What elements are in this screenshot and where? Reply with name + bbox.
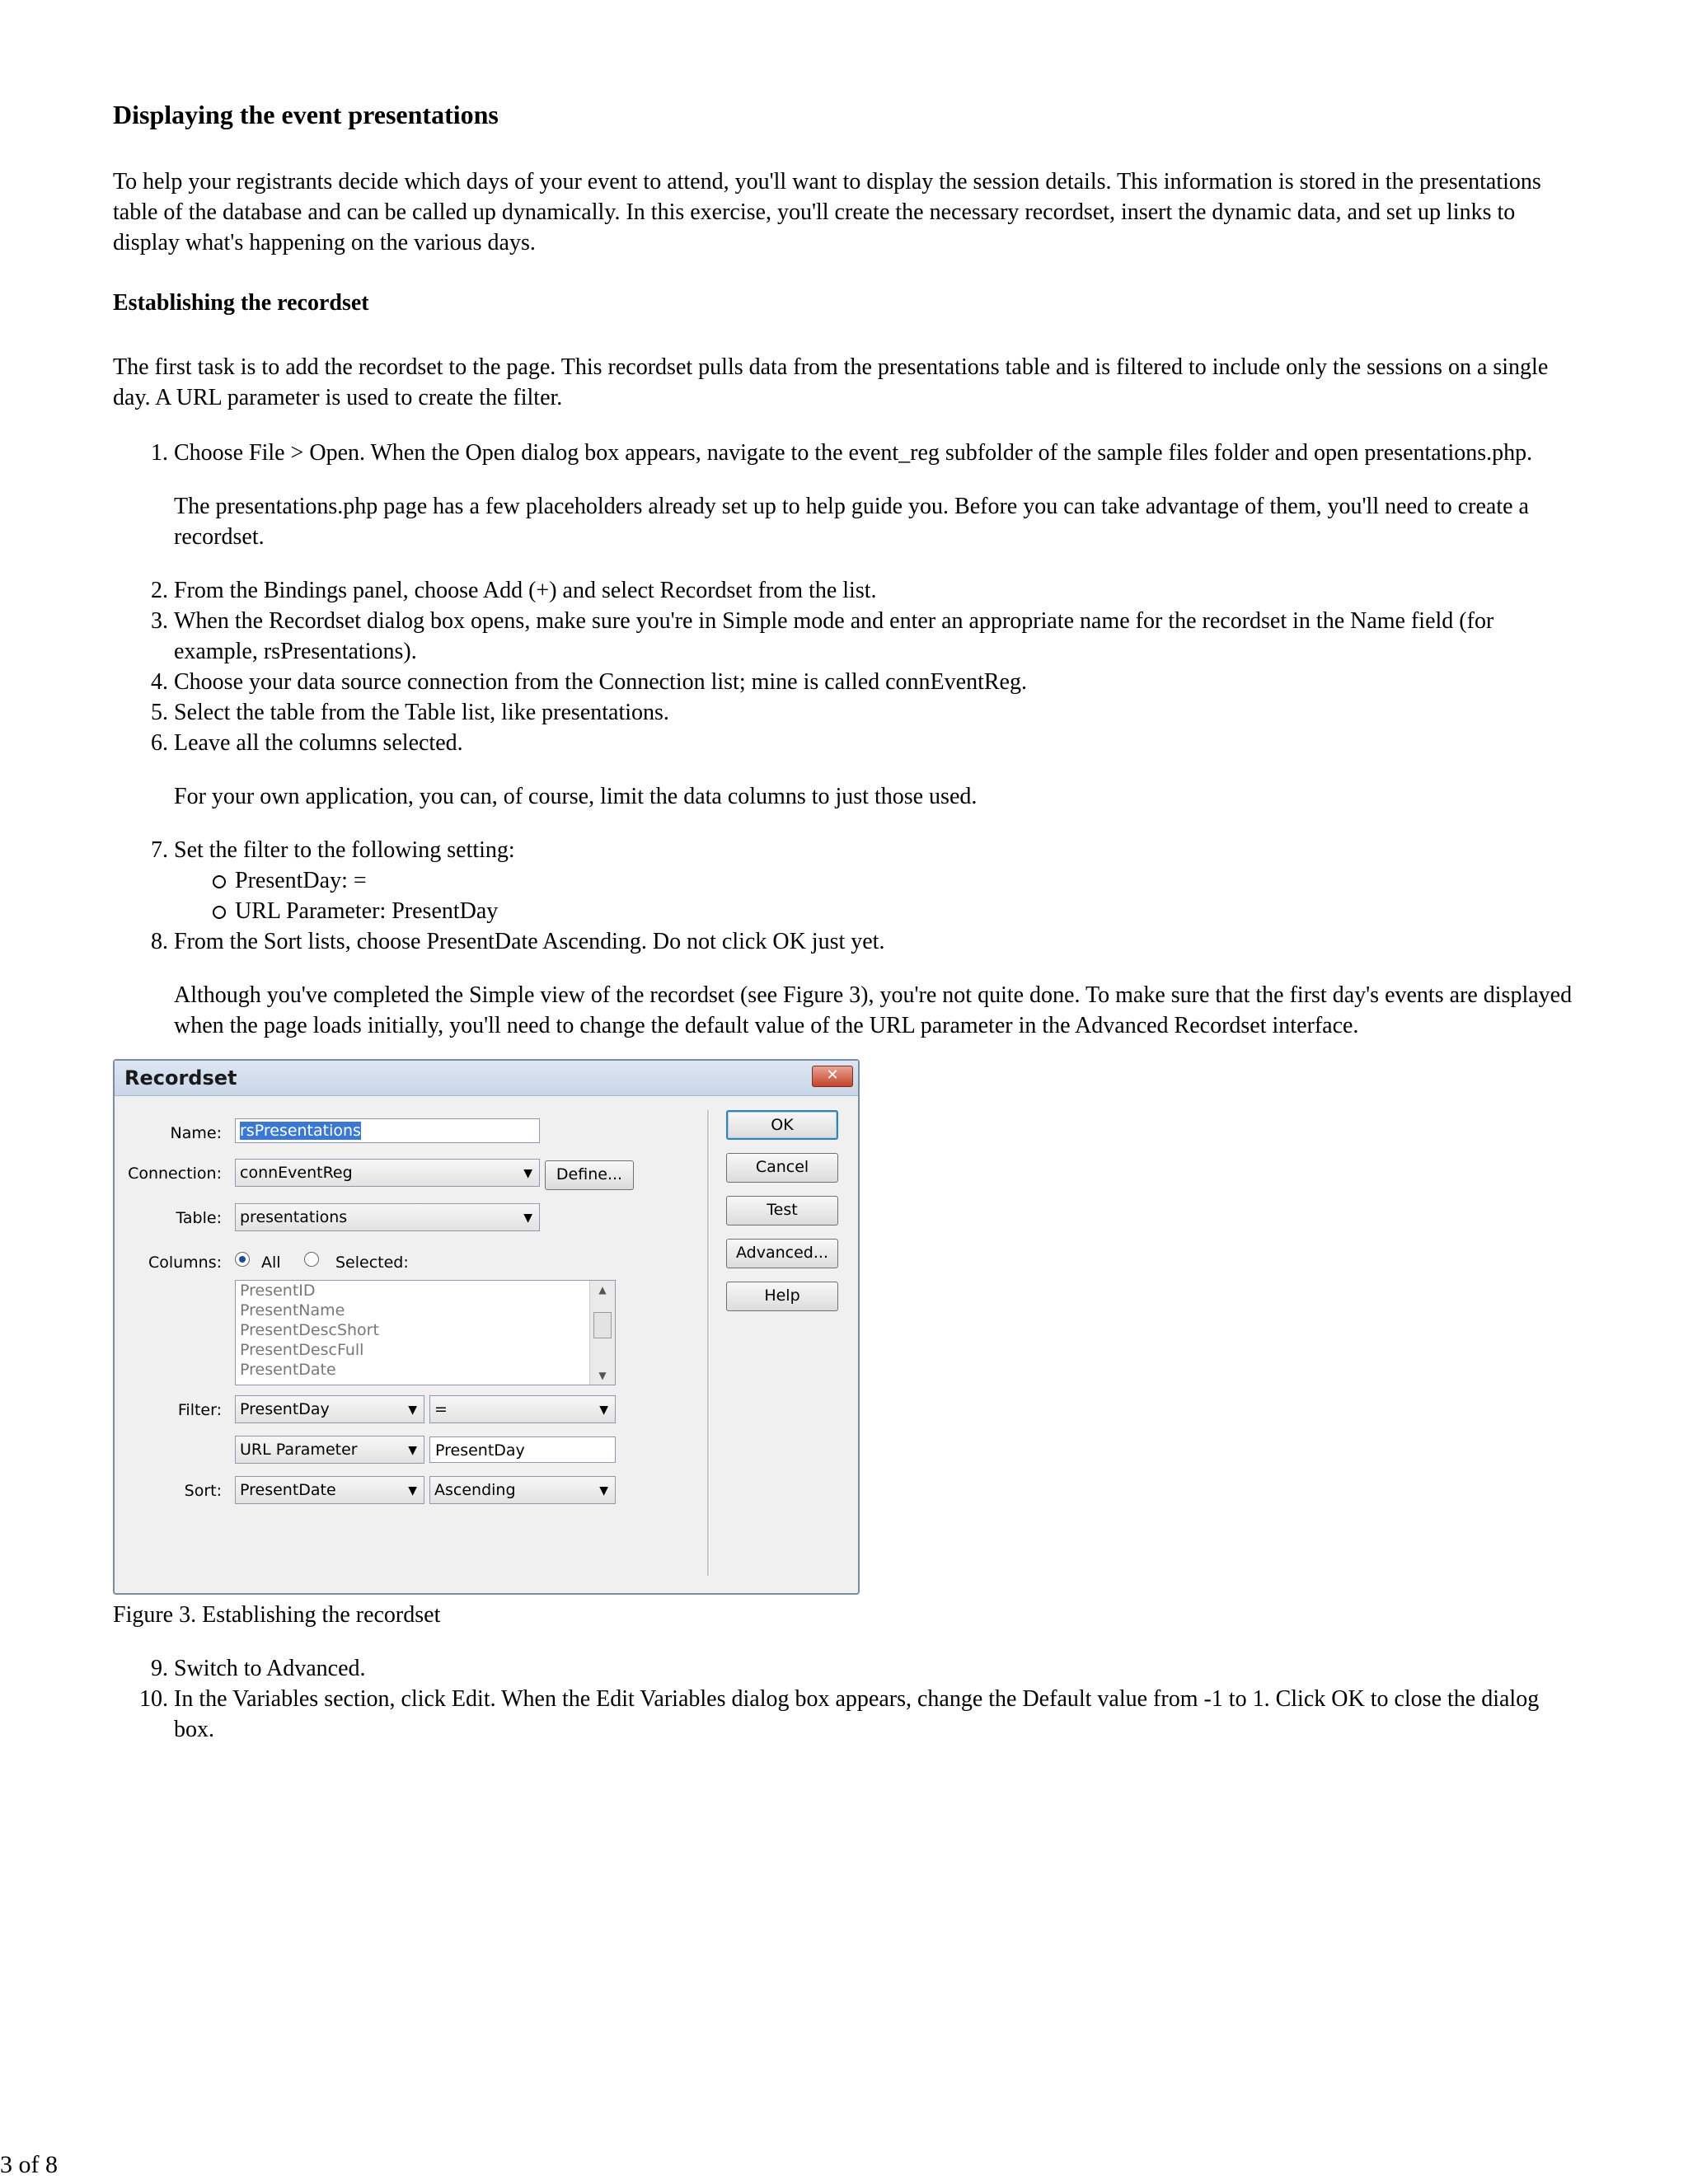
connection-select[interactable]: connEventReg ▼ [235,1159,540,1187]
chevron-down-icon: ▼ [599,1403,608,1417]
filter-operator-select[interactable]: = ▼ [429,1395,616,1423]
columns-all-radio[interactable] [235,1252,250,1267]
divider [707,1110,710,1576]
define-button[interactable]: Define... [545,1160,634,1190]
chevron-down-icon: ▼ [523,1166,532,1180]
sort-order-select[interactable]: Ascending ▼ [429,1476,616,1504]
step-note: The presentations.php page has a few placeholders already set up to help guide you. Before you can take advantage of them, you'll need to create a recordset. [174,493,1529,550]
section-heading: Establishing the recordset [113,290,369,316]
columns-all-label: All [261,1253,281,1272]
intro-paragraph: To help your registrants decide which days of your event to attend, you'll want to display the session details. This information is stored in the presentations table of the database and can be called up dynamically. In this exercise, you'll create the necessary recordset, insert the dynamic data, and set up links to display what's happening on the various days. [113,169,1541,256]
chevron-down-icon: ▼ [408,1443,417,1457]
connection-label: Connection: [128,1164,222,1183]
step-item: 1. Choose File > Open. When the Open dialog box appears, navigate to the event_reg subfolder of the sample files folder and open presentations.php. The presentations.php page has a few placeholders already set up to help guide you. Before you can take advantage of them, you'll need to create a recordset. [174,438,1580,552]
chevron-down-icon: ▼ [408,1483,417,1497]
columns-selected-radio[interactable] [304,1252,319,1267]
test-button[interactable]: Test [726,1196,838,1226]
columns-selected-label: Selected: [335,1253,409,1272]
step-item: 7. Set the filter to the following setting: PresentDay: = URL Parameter: PresentDay [174,835,1580,926]
name-input[interactable]: rsPresentations [235,1118,540,1143]
page-heading: Displaying the event presentations [113,100,499,129]
step-item: 4. Choose your data source connection from the Connection list; mine is called connEventReg. [174,667,1580,697]
section-paragraph: The first task is to add the recordset to the page. This recordset pulls data from the presentations table and is filtered to include only the sessions on a single day. A URL parameter is used to create the filter. [113,354,1549,410]
filter-source-select[interactable]: URL Parameter ▼ [235,1436,424,1464]
step-item: 2. From the Bindings panel, choose Add (+) and select Recordset from the list. [174,575,1580,606]
scroll-thumb[interactable] [593,1312,612,1338]
name-label: Name: [170,1123,222,1142]
page-number: 3 of 8 [0,2151,58,2178]
sort-column-select[interactable]: PresentDate ▼ [235,1476,424,1504]
chevron-down-icon: ▼ [523,1211,532,1225]
filter-column-select[interactable]: PresentDay ▼ [235,1395,424,1423]
table-label: Table: [176,1208,222,1227]
step-item: 9. Switch to Advanced. [174,1653,1580,1684]
sub-item: PresentDay: = [174,865,1580,896]
step-item: 3. When the Recordset dialog box opens, make sure you're in Simple mode and enter an appropriate name for the recordset in the Name field (for example, rsPresentations). [174,606,1580,667]
filter-label: Filter: [177,1400,222,1419]
step-note: Although you've completed the Simple view of the recordset (see Figure 3), you're not quite done. To make sure that the first day's events are displayed when the page loads initially, you'll need to change the default value of the URL parameter in the Advanced Recordset interface. [174,982,1573,1038]
recordset-dialog [113,1059,860,1595]
help-button[interactable]: Help [726,1282,838,1311]
scrollbar[interactable] [589,1281,615,1385]
list-item[interactable]: PresentName [240,1301,345,1319]
sub-item: URL Parameter: PresentDay [174,896,1580,926]
list-item[interactable]: PresentDate [240,1360,336,1379]
filter-settings-list [174,865,1580,926]
steps-list-1 [113,438,1580,1041]
list-item[interactable]: PresentID [240,1281,316,1300]
dialog-title: Recordset [124,1066,237,1090]
figure-caption: Figure 3. Establishing the recordset [113,1601,441,1628]
sort-label: Sort: [184,1481,222,1500]
step-item: 8. From the Sort lists, choose PresentDate Ascending. Do not click OK just yet. Although you've completed the Simple view of the recordset (see Figure 3), you're not quite done. To make sure that the first day's events are displayed when the page loads initially, you'll need to change the default value of the URL parameter in the Advanced Recordset interface. [174,926,1580,1041]
chevron-down-icon: ▼ [599,1483,608,1497]
scroll-up-icon[interactable]: ▲ [598,1283,607,1296]
table-select[interactable]: presentations ▼ [235,1203,540,1231]
chevron-down-icon: ▼ [408,1403,417,1417]
list-item[interactable]: PresentDescShort [240,1320,379,1339]
document-page [113,99,1580,1745]
step-item: 10. In the Variables section, click Edit. When the Edit Variables dialog box appears, change the Default value from -1 to 1. Click OK to close the dialog box. [174,1684,1580,1745]
ok-button[interactable]: OK [726,1110,838,1140]
dialog-titlebar [115,1061,858,1096]
filter-value-input[interactable]: PresentDay [429,1436,616,1463]
list-item[interactable]: PresentDescFull [240,1340,364,1359]
step-item: 6. Leave all the columns selected. For your own application, you can, of course, limit the data columns to just those used. [174,728,1580,812]
scroll-down-icon[interactable]: ▼ [598,1369,607,1381]
steps-list-2 [113,1653,1580,1745]
columns-listbox[interactable] [235,1280,616,1385]
step-item: 5. Select the table from the Table list, like presentations. [174,697,1580,728]
advanced-button[interactable]: Advanced... [726,1239,838,1268]
step-note: For your own application, you can, of course, limit the data columns to just those used. [174,783,978,809]
close-icon[interactable]: ✕ [812,1066,853,1087]
columns-label: Columns: [148,1253,222,1272]
cancel-button[interactable]: Cancel [726,1153,838,1183]
